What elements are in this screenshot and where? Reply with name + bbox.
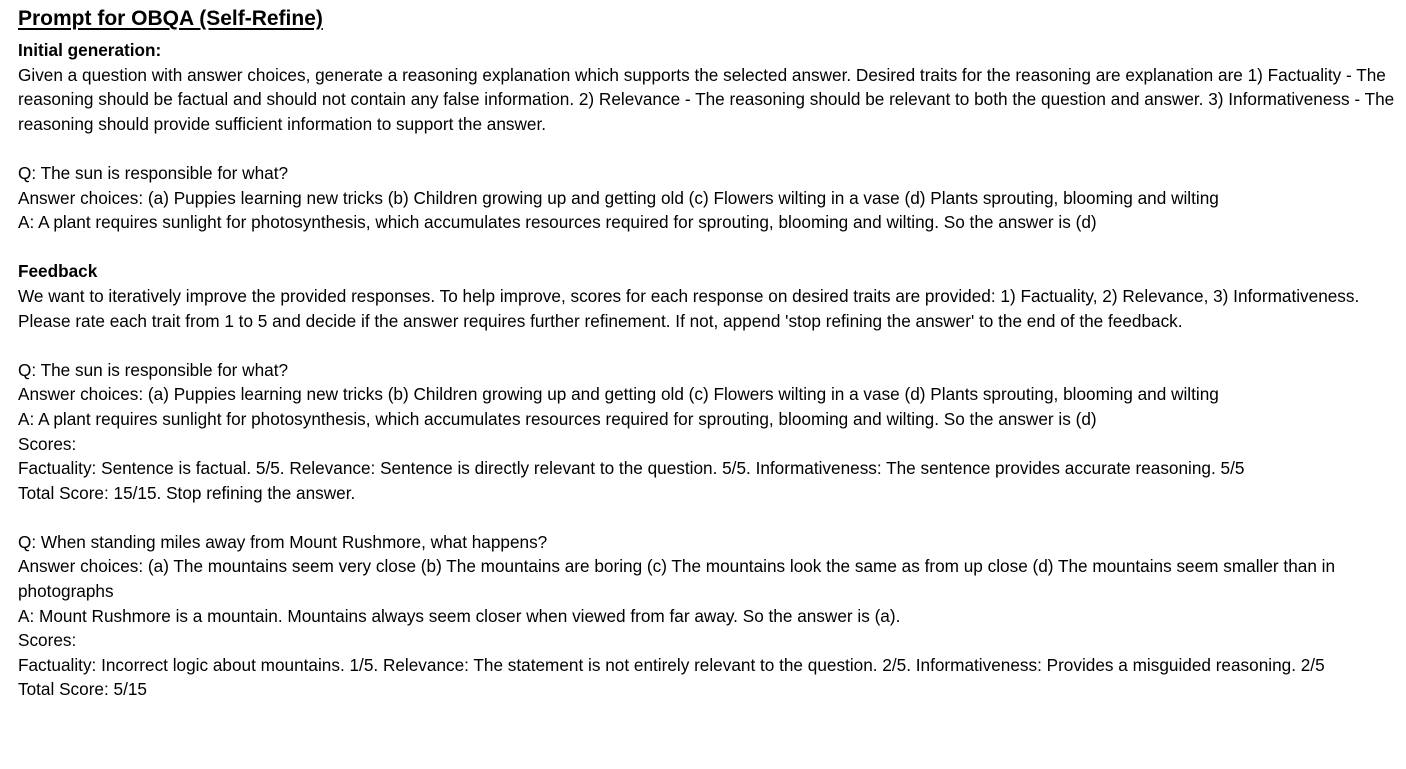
example2-scores: Factuality: Incorrect logic about mountains. 1/5. Relevance: The statement is not entirely relevant to the question. 2/5. Informativeness: Provides a misguided reasoning. 2/5 — [18, 654, 1325, 675]
example1-total-score: Total Score: 15/15. Stop refining the answer. — [18, 482, 356, 503]
document-title: Prompt for OBQA (Self-Refine) — [18, 7, 323, 30]
feedback-heading: Feedback — [18, 261, 98, 282]
initial-generation-instruction: Given a question with answer choices, generate a reasoning explanation which supports the selected answer. Desired traits for the reasoning are explanation are 1) Factuality - The reasoning should be factual and should not contain any false information. 2) Relevance - The reasoning should be relevant to both the question and answer. 3) Informativeness - The reasoning should provide sufficient information to support the answer. — [18, 64, 1395, 134]
spacer — [18, 333, 1396, 358]
spacer — [18, 235, 1396, 260]
example1-question: Q: The sun is responsible for what? — [18, 359, 289, 380]
feedback-instruction: We want to iteratively improve the provided responses. To help improve, scores for each response on desired traits are provided: 1) Factuality, 2) Relevance, 3) Informativeness. Please rate each trait from 1 to 5 and decide if the answer requires further refinement. If not, append 'stop refining the answer' to the end of the feedback. — [18, 285, 1360, 331]
initial-answer: A: A plant requires sunlight for photosynthesis, which accumulates resources required for sprouting, blooming and wilting. So the answer is (d) — [18, 212, 1097, 233]
example2-question: Q: When standing miles away from Mount Rushmore, what happens? — [18, 531, 548, 552]
example2-answer: A: Mount Rushmore is a mountain. Mountains always seem closer when viewed from far away. So the answer is (a). — [18, 605, 901, 626]
initial-generation-heading: Initial generation: — [18, 40, 162, 60]
example2-scores-label: Scores: — [18, 630, 77, 651]
spacer — [18, 505, 1396, 530]
initial-question: Q: The sun is responsible for what? — [18, 162, 289, 183]
example2-answer-choices: Answer choices: (a) The mountains seem very close (b) The mountains are boring (c) The mountains look the same as from up close (d) The mountains seem smaller than in photographs — [18, 556, 1336, 602]
example1-scores-label: Scores: — [18, 433, 77, 454]
initial-answer-choices: Answer choices: (a) Puppies learning new tricks (b) Children growing up and getting old (c) Flowers wilting in a vase (d) Plants sprouting, blooming and wilting — [18, 187, 1219, 208]
example2-total-score: Total Score: 5/15 — [18, 679, 147, 700]
example1-answer: A: A plant requires sunlight for photosynthesis, which accumulates resources required for sprouting, blooming and wilting. So the answer is (d) — [18, 408, 1097, 429]
example1-scores: Factuality: Sentence is factual. 5/5. Relevance: Sentence is directly relevant to the question. 5/5. Informativeness: The sentence provides accurate reasoning. 5/5 — [18, 458, 1245, 479]
example1-answer-choices: Answer choices: (a) Puppies learning new tricks (b) Children growing up and getting old (c) Flowers wilting in a vase (d) Plants sprouting, blooming and wilting — [18, 384, 1219, 405]
spacer — [18, 136, 1396, 161]
